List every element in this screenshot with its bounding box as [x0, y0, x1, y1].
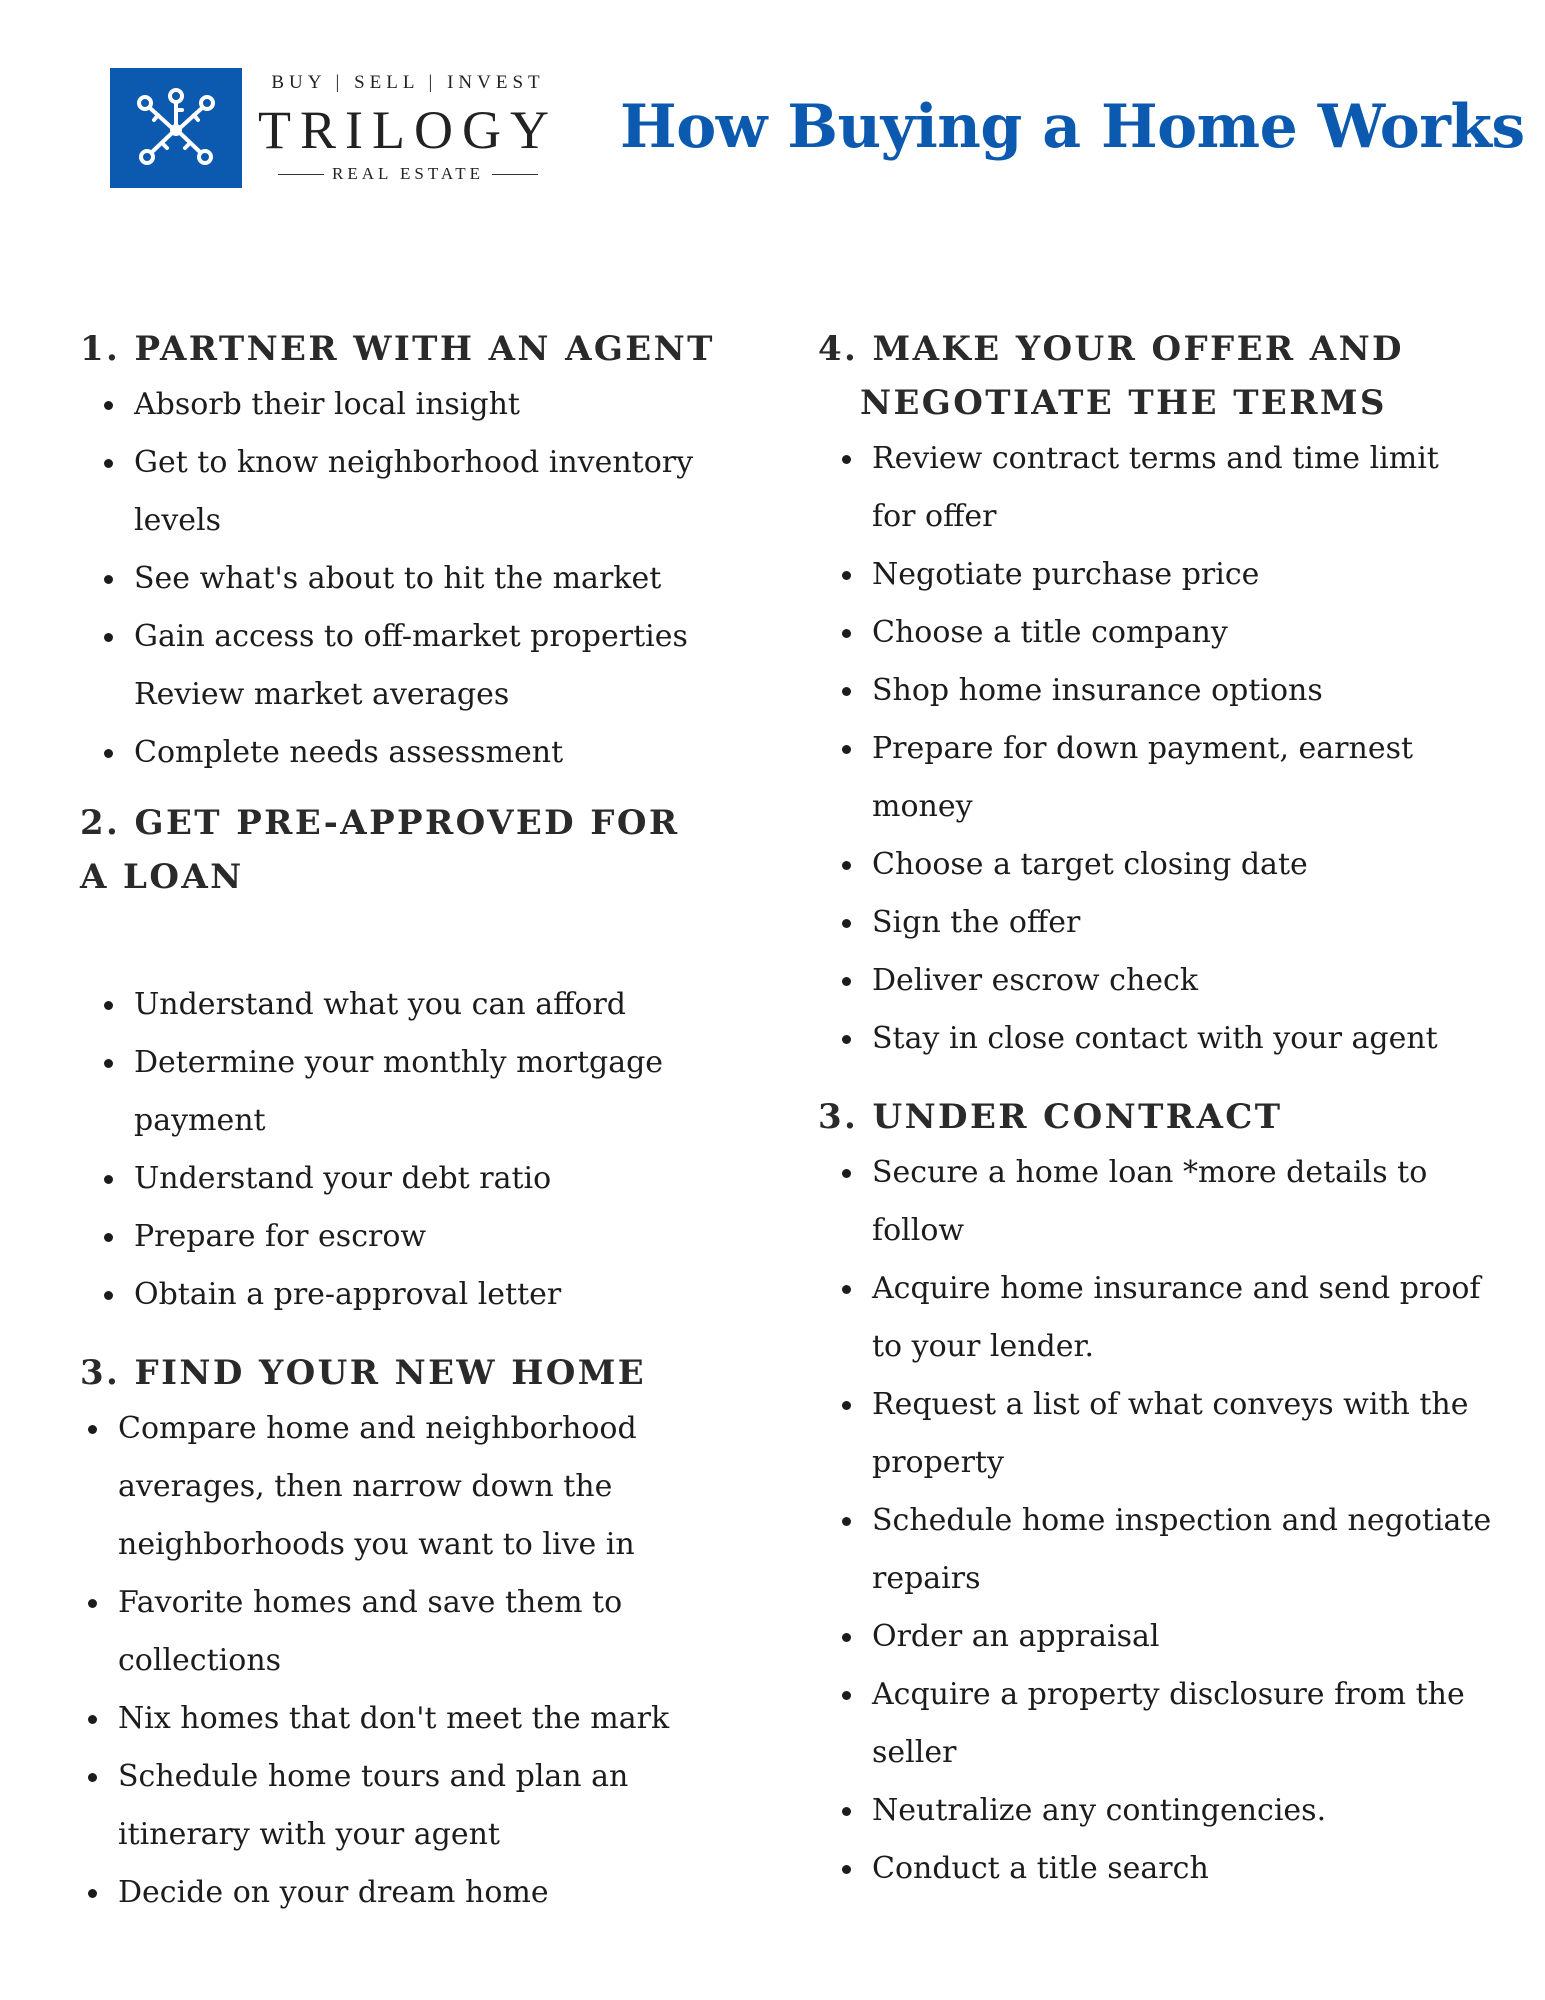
keys-icon [132, 86, 220, 170]
section-heading-line: NEGOTIATE THE TERMS [860, 383, 1387, 423]
brand-wordmark [258, 72, 558, 184]
list-item-continuation: repairs [872, 1561, 981, 1596]
list-item: Favorite homes and save them to [80, 1574, 740, 1632]
list-item: See what's about to hit the market [80, 550, 740, 608]
list-item: Order an appraisal [818, 1608, 1508, 1666]
list-item: Determine your monthly mortgage [80, 1034, 740, 1092]
section-heading-line: 2. GET PRE-APPROVED FOR [80, 803, 680, 843]
list-item-continuation: seller [872, 1735, 957, 1770]
list-item: Stay in close contact with your agent [818, 1010, 1508, 1068]
left-column [80, 322, 740, 1922]
section-heading: 3. UNDER CONTRACT [818, 1097, 1283, 1137]
list-item: Schedule home inspection and negotiate [818, 1492, 1508, 1550]
list-item: Obtain a pre-approval letter [80, 1266, 740, 1324]
list-item: Request a list of what conveys with the [818, 1376, 1508, 1434]
divider [278, 174, 324, 175]
list-item: Sign the offer [818, 894, 1508, 952]
section-list [818, 1144, 1508, 1898]
brand-subtitle: REAL ESTATE [331, 164, 485, 183]
section-heading: 1. PARTNER WITH AN AGENT [80, 329, 715, 369]
section-heading-line: A LOAN [80, 857, 244, 897]
list-item-continuation: averages, then narrow down the [118, 1469, 613, 1504]
list-item: Shop home insurance options [818, 662, 1508, 720]
list-item-continuation: for offer [872, 499, 997, 534]
list-item-continuation: neighborhoods you want to live in [118, 1527, 635, 1562]
list-item-continuation: property [872, 1445, 1004, 1480]
list-item-continuation: money [872, 789, 973, 824]
list-item: Choose a title company [818, 604, 1508, 662]
list-item-continuation: to your lender. [872, 1329, 1095, 1364]
list-item: Absorb their local insight [80, 376, 740, 434]
list-item-continuation: payment [134, 1103, 266, 1138]
list-item: Gain access to off-market properties [80, 608, 740, 666]
brand-name: TRILOGY [258, 100, 558, 160]
list-item: Get to know neighborhood inventory [80, 434, 740, 492]
section-heading: 3. FIND YOUR NEW HOME [80, 1353, 647, 1393]
list-item: Understand what you can afford [80, 976, 740, 1034]
list-item: Schedule home tours and plan an [80, 1748, 740, 1806]
list-item-continuation: collections [118, 1643, 282, 1678]
list-item-continuation: Review market averages [134, 677, 510, 712]
list-item: Understand your debt ratio [80, 1150, 740, 1208]
section-list [80, 1400, 740, 1922]
list-item: Acquire a property disclosure from the [818, 1666, 1508, 1724]
page-title: How Buying a Home Works [620, 92, 1525, 162]
list-item-continuation: itinerary with your agent [118, 1817, 500, 1852]
list-item: Compare home and neighborhood [80, 1400, 740, 1458]
divider [492, 174, 538, 175]
list-item: Negotiate purchase price [818, 546, 1508, 604]
right-column [818, 322, 1508, 1898]
section-list [80, 976, 740, 1324]
brand-subtitle-row [258, 164, 558, 184]
list-item: Prepare for down payment, earnest [818, 720, 1508, 778]
list-item: Neutralize any contingencies. [818, 1782, 1508, 1840]
list-item-continuation: levels [134, 503, 222, 538]
list-item: Complete needs assessment [80, 724, 740, 782]
list-item: Nix homes that don't meet the mark [80, 1690, 740, 1748]
section-heading [818, 322, 1508, 430]
brand-tagline: BUY | SELL | INVEST [271, 72, 545, 93]
brand-logo-mark [110, 68, 242, 188]
list-item-continuation: follow [872, 1213, 965, 1248]
list-item: Acquire home insurance and send proof [818, 1260, 1508, 1318]
list-item: Conduct a title search [818, 1840, 1508, 1898]
list-item: Deliver escrow check [818, 952, 1508, 1010]
list-item: Decide on your dream home [80, 1864, 740, 1922]
section-list [818, 430, 1508, 1068]
section-heading-line: 4. MAKE YOUR OFFER AND [818, 329, 1404, 369]
list-item: Secure a home loan *more details to [818, 1144, 1508, 1202]
section-heading [80, 796, 740, 904]
list-item: Prepare for escrow [80, 1208, 740, 1266]
section-list [80, 376, 740, 782]
list-item: Choose a target closing date [818, 836, 1508, 894]
list-item: Review contract terms and time limit [818, 430, 1508, 488]
